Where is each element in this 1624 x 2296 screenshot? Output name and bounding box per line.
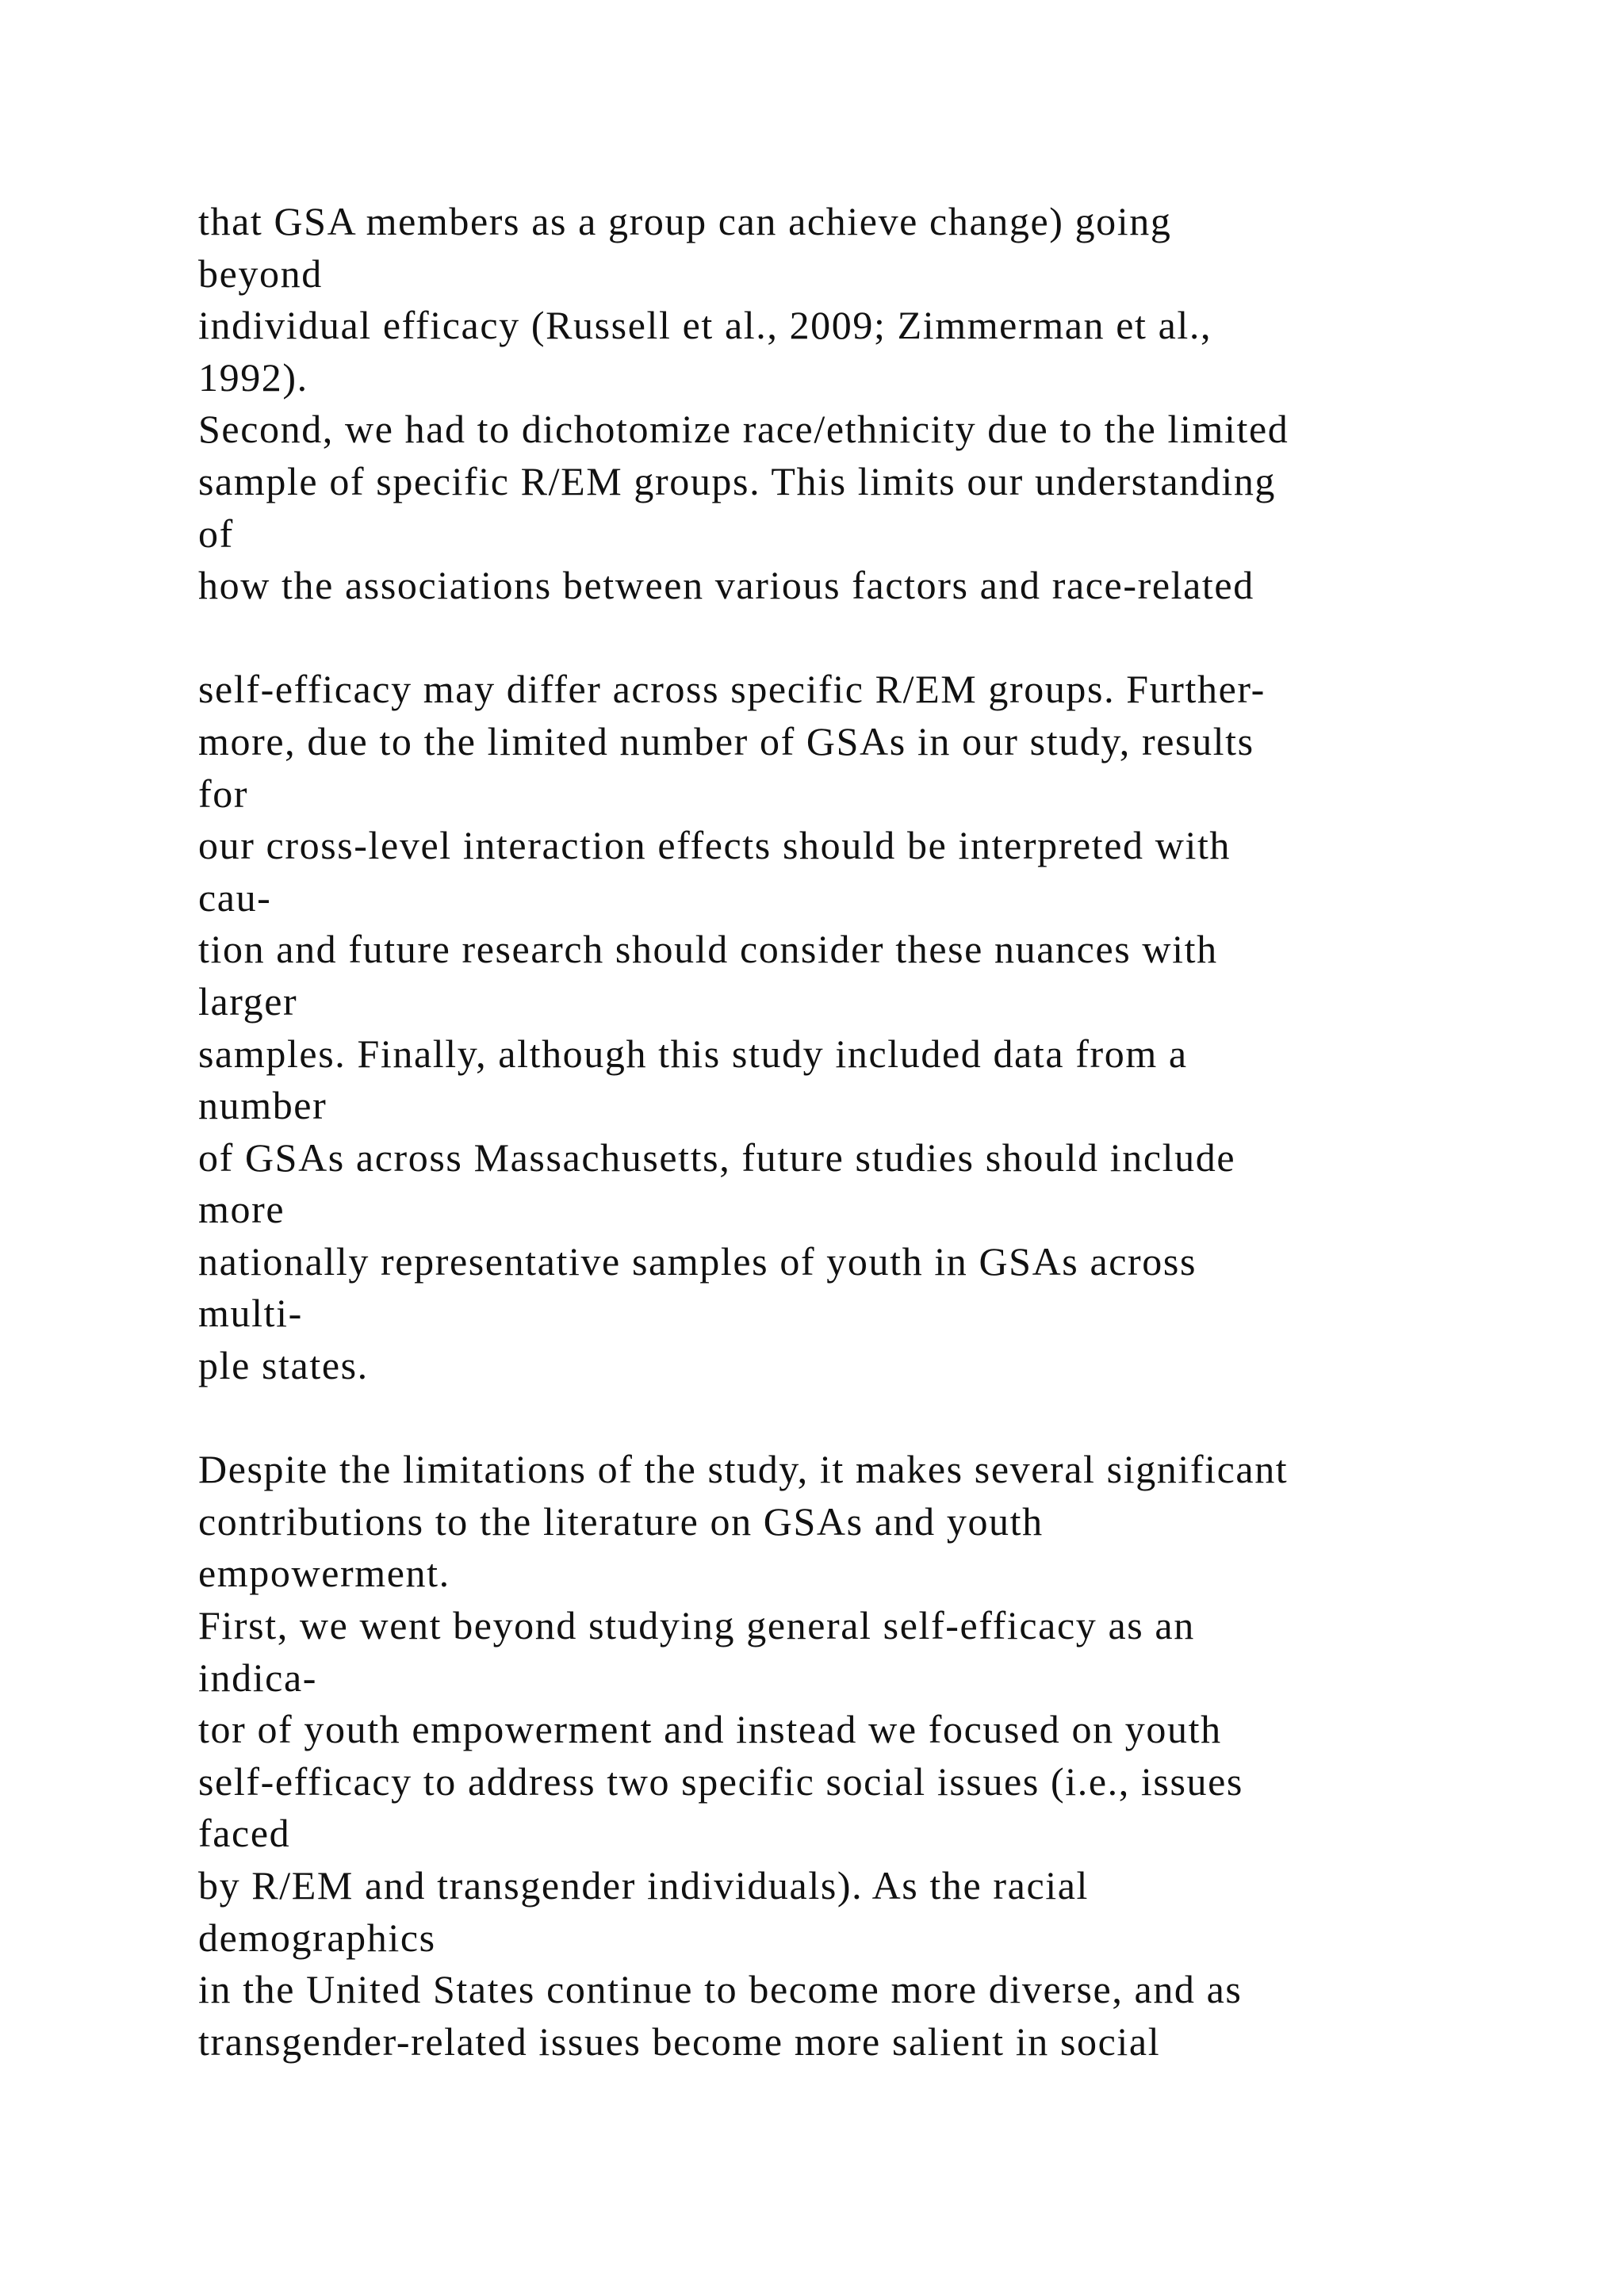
text-line: 1992). xyxy=(198,354,308,400)
text-line: more, due to the limited number of GSAs in our study, results xyxy=(198,718,1254,763)
text-line: tion and future research should consider these nuances with xyxy=(198,927,1218,972)
text-line: our cross-level interaction effects should be interpreted with xyxy=(198,823,1231,868)
text-line: larger xyxy=(198,978,298,1024)
text-line: for xyxy=(198,771,249,816)
text-line: number xyxy=(198,1083,327,1128)
text-line: sample of specific R/EM groups. This limits our understanding xyxy=(198,458,1277,503)
text-line: self-efficacy may differ across specific R/EM groups. Further- xyxy=(198,667,1266,712)
text-line: indica- xyxy=(198,1655,318,1700)
text-line: more xyxy=(198,1187,285,1232)
text-line: multi- xyxy=(198,1291,303,1336)
text-line: cau- xyxy=(198,874,272,920)
text-line: contributions to the literature on GSAs and youth xyxy=(198,1498,1044,1544)
text-line: of GSAs across Massachusetts, future studies should include xyxy=(198,1135,1236,1180)
text-line: faced xyxy=(198,1811,291,1856)
text-line: transgender-related issues become more salient in social xyxy=(198,2019,1161,2064)
text-line: First, we went beyond studying general self-efficacy as an xyxy=(198,1603,1195,1648)
text-line: tor of youth empowerment and instead we focused on youth xyxy=(198,1707,1222,1752)
body-text xyxy=(198,196,1546,2068)
text-line: beyond xyxy=(198,251,323,296)
text-line: Despite the limitations of the study, it makes several significant xyxy=(198,1447,1289,1492)
text-line: of xyxy=(198,511,234,556)
text-line: Second, we had to dichotomize race/ethnicity due to the limited xyxy=(198,407,1289,452)
text-line: by R/EM and transgender individuals). As the racial xyxy=(198,1863,1090,1908)
text-line: self-efficacy to address two specific social issues (i.e., issues xyxy=(198,1758,1243,1804)
text-line: ple states. xyxy=(198,1343,369,1388)
blank-line xyxy=(198,612,1546,664)
text-line: empowerment. xyxy=(198,1551,450,1596)
text-line: samples. Finally, although this study included data from a xyxy=(198,1031,1188,1076)
text-line: nationally representative samples of youth in GSAs across xyxy=(198,1238,1197,1284)
text-line: demographics xyxy=(198,1915,436,1960)
text-line: individual efficacy (Russell et al., 2009; Zimmerman et al., xyxy=(198,303,1212,348)
text-line: how the associations between various factors and race-related xyxy=(198,563,1254,608)
text-line: that GSA members as a group can achieve change) going xyxy=(198,199,1172,243)
text-line: in the United States continue to become more diverse, and as xyxy=(198,1967,1243,2012)
blank-line xyxy=(198,1392,1546,1445)
